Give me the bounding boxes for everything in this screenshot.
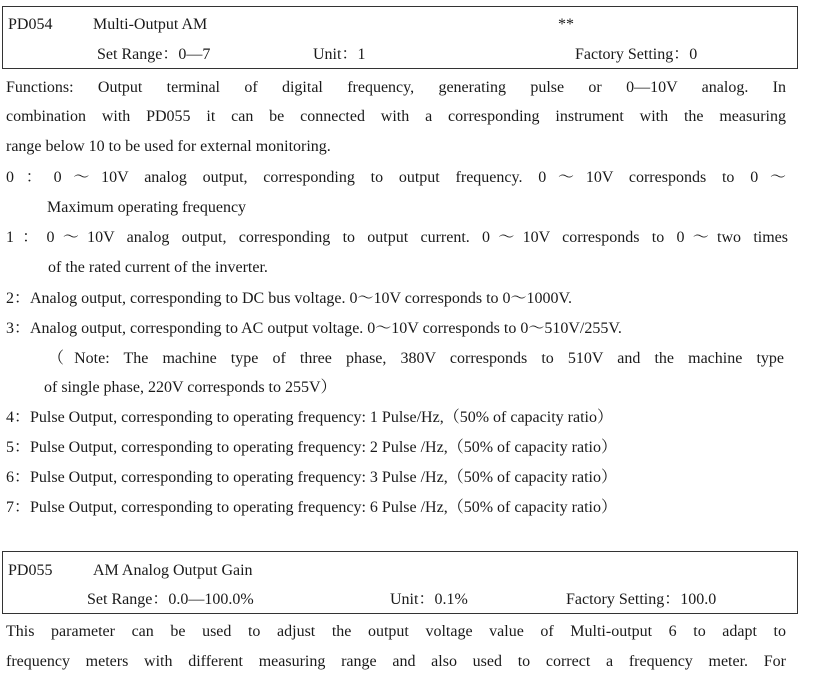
pd054-factory-setting: Factory Setting：0 bbox=[575, 46, 698, 63]
option-6: 6：Pulse Output, corresponding to operating frequency: 3 Pulse /Hz,（50% of capacity ratio） bbox=[6, 469, 617, 486]
option-3: 3：Analog output, corresponding to AC output voltage. 0～10V corresponds to 0～510V/255V. bbox=[6, 320, 622, 337]
option-0-line-2: Maximum operating frequency bbox=[47, 199, 247, 216]
pd055-code: PD055 bbox=[8, 562, 53, 579]
pd055-unit: Unit：0.1% bbox=[390, 591, 468, 608]
option-4: 4：Pulse Output, corresponding to operating frequency: 1 Pulse/Hz,（50% of capacity ratio） bbox=[6, 409, 613, 426]
pd055-factory-setting: Factory Setting：100.0 bbox=[566, 591, 717, 608]
functions-line-2: combination with PD055 it can be connected with a corresponding instrument with the measuring bbox=[6, 108, 786, 125]
option-1-line-2: of the rated current of the inverter. bbox=[48, 259, 268, 276]
pd054-unit: Unit：1 bbox=[313, 46, 366, 63]
pd055-desc-line-2: frequency meters with different measuring range and also used to correct a frequency meter. For bbox=[6, 653, 786, 670]
pd055-set-range: Set Range：0.0—100.0% bbox=[87, 591, 254, 608]
pd054-code: PD054 bbox=[8, 16, 53, 33]
option-7: 7：Pulse Output, corresponding to operating frequency: 6 Pulse /Hz,（50% of capacity ratio） bbox=[6, 499, 617, 516]
pd054-name: Multi-Output AM bbox=[93, 16, 208, 33]
option-5: 5：Pulse Output, corresponding to operating frequency: 2 Pulse /Hz,（50% of capacity ratio） bbox=[6, 439, 617, 456]
functions-line-1: Functions: Output terminal of digital frequency, generating pulse or 0—10V analog. In bbox=[6, 79, 786, 96]
pd054-set-range: Set Range：0—7 bbox=[97, 46, 211, 63]
functions-line-3: range below 10 to be used for external monitoring. bbox=[6, 138, 331, 155]
pd054-header-box bbox=[2, 6, 798, 69]
option-3-note-line-2: of single phase, 220V corresponds to 255V） bbox=[44, 379, 337, 396]
pd054-mark: ** bbox=[558, 16, 574, 33]
pd055-desc-line-1: This parameter can be used to adjust the output voltage value of Multi-output 6 to adapt to bbox=[6, 623, 786, 640]
option-2: 2：Analog output, corresponding to DC bus voltage. 0～10V corresponds to 0～1000V. bbox=[6, 290, 573, 307]
option-1-line-1: 1：0～10V analog output, corresponding to output current. 0～10V corresponds to 0～two times bbox=[6, 229, 788, 246]
pd055-header-box bbox=[2, 551, 798, 614]
option-0-line-1: 0：0～10V analog output, corresponding to output frequency. 0～10V corresponds to 0～ bbox=[6, 169, 786, 186]
option-3-note-line-1: （Note: The machine type of three phase, 380V corresponds to 510V and the machine type bbox=[48, 350, 784, 367]
pd055-name: AM Analog Output Gain bbox=[93, 562, 253, 579]
